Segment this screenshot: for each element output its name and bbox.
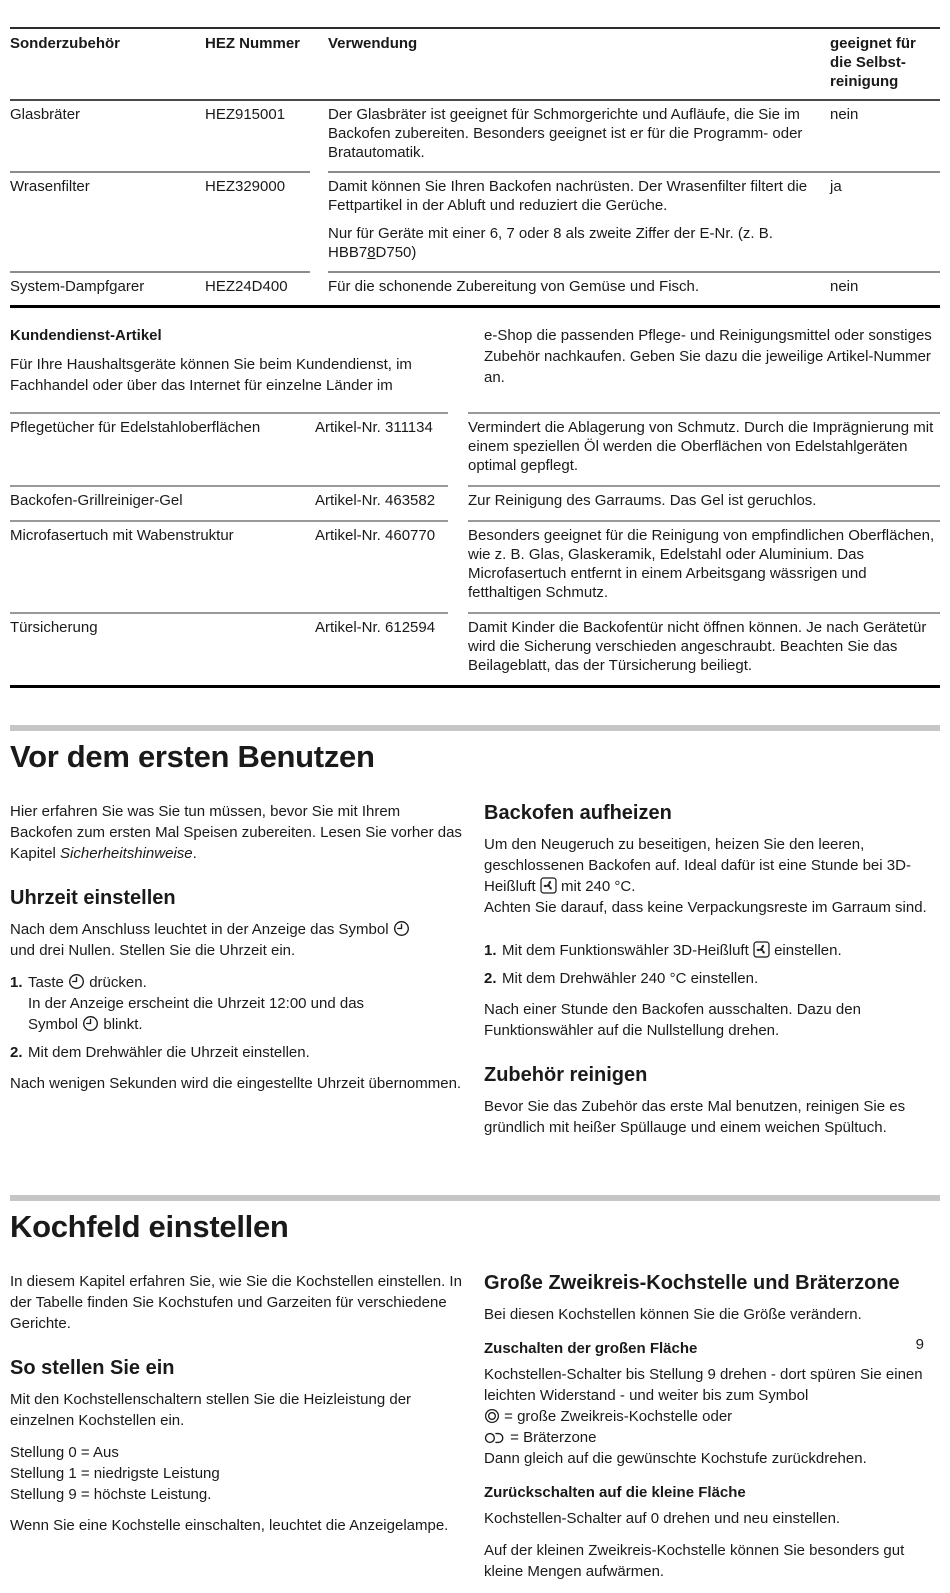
hob-left-column bbox=[10, 1271, 466, 1593]
col-header-hez-nummer: HEZ Nummer bbox=[205, 35, 301, 52]
col-header-verwendung: Verwendung bbox=[328, 35, 418, 52]
step-number: 1. bbox=[484, 942, 497, 959]
accessories-table bbox=[10, 27, 940, 308]
level-line: Stellung 9 = höchste Leistung. bbox=[10, 1486, 212, 1503]
symbol-line-roaster-zone: = Bräterzone bbox=[484, 1427, 940, 1448]
section-divider-bar bbox=[10, 725, 940, 731]
heading-so-stellen-sie-ein: So stellen Sie ein bbox=[10, 1357, 175, 1379]
dual-small-zone-paragraph: Auf der kleinen Zweikreis-Kochstelle können Sie besonders gut kleine Mengen aufwärmen. bbox=[484, 1542, 905, 1580]
underlined-digit: 8 bbox=[367, 244, 376, 261]
article-name: Microfasertuch mit Wabenstruktur bbox=[10, 527, 234, 544]
step-number: 1. bbox=[10, 974, 23, 991]
dual-reset-paragraph: Kochstellen-Schalter auf 0 drehen und neu einstellen. bbox=[484, 1510, 841, 1527]
table-row bbox=[10, 412, 940, 485]
level-list bbox=[10, 1442, 466, 1505]
article-name: Pflegetücher für Edelstahloberflächen bbox=[10, 419, 261, 436]
page-number: 9 bbox=[915, 1336, 924, 1353]
accessory-use: Für die schonende Zubereitung von Gemüse und Fisch. bbox=[328, 278, 700, 295]
first-use-columns bbox=[10, 801, 940, 1149]
accessory-hez: HEZ24D400 bbox=[205, 278, 288, 295]
accessory-suitable: ja bbox=[830, 178, 842, 195]
table-row bbox=[10, 612, 940, 685]
customer-service-left bbox=[10, 325, 466, 396]
accessory-suitable: nein bbox=[830, 106, 859, 123]
section-title-hob: Kochfeld einstellen bbox=[10, 1209, 289, 1244]
article-name: Backofen-Grillreiniger-Gel bbox=[10, 492, 183, 509]
dual-instruction-text: Kochstellen-Schalter bis Stellung 9 drehen - dort spüren Sie einen leichten Widerstand - und weiter bis zum Symbol bbox=[484, 1366, 923, 1404]
article-desc: Damit Kinder die Backofentür nicht öffnen können. Je nach Gerätetür wird die Sicherung verschieden angeschraubt. Beachten Sie das Beilageblatt, das der Türsicherung beiliegt. bbox=[468, 619, 927, 674]
section-title-first-use: Vor dem ersten Benutzen bbox=[10, 739, 375, 774]
heatup-closing-paragraph: Nach einer Stunde den Backofen ausschalten. Dazu den Funktionswähler auf die Nullstellung drehen. bbox=[484, 1001, 861, 1039]
subheading-zurueckschalten: Zurückschalten auf die kleine Fläche bbox=[484, 1484, 746, 1501]
article-number: Artikel-Nr. 460770 bbox=[315, 527, 436, 544]
3d-hot-air-icon bbox=[753, 941, 770, 958]
article-name: Türsicherung bbox=[10, 619, 98, 636]
italic-reference: Sicherheitshinweise bbox=[60, 845, 193, 862]
accessory-use-paragraph: Damit können Sie Ihren Backofen nachrüsten. Der Wrasenfilter filtert die Fettpartikel in der Abluft und reduziert die Gerüche. bbox=[328, 178, 808, 214]
hob-intro: In diesem Kapitel erfahren Sie, wie Sie die Kochstellen einstellen. In der Tabelle finden Sie Kochstufen und Garzeiten für verschiedene Gerichte. bbox=[10, 1273, 462, 1332]
clean-paragraph: Bevor Sie das Zubehör das erste Mal benutzen, reinigen Sie es gründlich mit heißer Spüllauge und einem weichen Spültuch. bbox=[484, 1098, 906, 1136]
roaster-zone-icon bbox=[484, 1431, 506, 1445]
step-1: 1. Taste drücken. In der Anzeige erscheint die Uhrzeit 12:00 und das Symbol blinkt. bbox=[10, 974, 365, 1033]
table-row bbox=[10, 171, 940, 271]
customer-service-block bbox=[10, 325, 940, 396]
first-use-right-column bbox=[484, 801, 940, 1149]
symbol-line-dual-circuit: = große Zweikreis-Kochstelle oder bbox=[484, 1406, 940, 1427]
heading-zweikreis-kochstelle: Große Zweikreis-Kochstelle und Bräterzone bbox=[484, 1272, 900, 1294]
dual-circuit-zone-icon bbox=[484, 1408, 500, 1424]
clock-closing-paragraph: Nach wenigen Sekunden wird die eingestellte Uhrzeit übernommen. bbox=[10, 1075, 462, 1092]
accessory-name: System-Dampfgarer bbox=[10, 278, 145, 295]
accessory-use bbox=[328, 177, 830, 262]
accessory-hez: HEZ329000 bbox=[205, 178, 286, 195]
table-row bbox=[10, 101, 940, 171]
hob-columns bbox=[10, 1271, 940, 1593]
col-header-sonderzubehoer: Sonderzubehör bbox=[10, 35, 121, 52]
clock-icon bbox=[68, 973, 85, 990]
step-2: 2. Mit dem Drehwähler die Uhrzeit einstellen. bbox=[10, 1044, 310, 1061]
level-line: Stellung 1 = niedrigste Leistung bbox=[10, 1465, 220, 1482]
accessory-hez: HEZ915001 bbox=[205, 106, 286, 123]
heatup-paragraph: Um den Neugeruch zu beseitigen, heizen Sie den leeren, geschlossenen Backofen auf. Ideal dafür ist eine Stunde bei 3D-Heißluft mit 240 °C. Achten Sie darauf, dass keine Verpackungsreste im Garraum sind. bbox=[484, 836, 927, 916]
level-line: Stellung 0 = Aus bbox=[10, 1444, 119, 1461]
accessory-name: Glasbräter bbox=[10, 106, 81, 123]
table-row bbox=[10, 485, 940, 520]
table-row bbox=[10, 271, 940, 305]
heading-backofen-aufheizen: Backofen aufheizen bbox=[484, 802, 672, 824]
articles-table bbox=[10, 412, 940, 688]
accessory-suitable: nein bbox=[830, 278, 859, 295]
section-divider-bar bbox=[10, 1195, 940, 1201]
accessory-use-note: Nur für Geräte mit einer 6, 7 oder 8 als zweite Ziffer der E-Nr. (z. B. HBB78D750) bbox=[328, 225, 773, 261]
clock-icon bbox=[82, 1015, 99, 1032]
3d-hot-air-icon bbox=[540, 877, 557, 894]
customer-service-right bbox=[484, 325, 940, 396]
step-1: 1. Mit dem Funktionswähler 3D-Heißluft einstellen. bbox=[484, 942, 842, 959]
dual-intro: Bei diesen Kochstellen können Sie die Größe verändern. bbox=[484, 1306, 862, 1323]
customer-service-text-right: e-Shop die passenden Pflege- und Reinigungsmittel oder sonstiges Zubehör nachkaufen. Geben Sie dazu die jeweilige Artikel-Nummer an. bbox=[484, 327, 932, 386]
article-number: Artikel-Nr. 463582 bbox=[315, 492, 436, 509]
first-use-intro: Hier erfahren Sie was Sie tun müssen, bevor Sie mit Ihrem Backofen zum ersten Mal Speisen zubereiten. Lesen Sie vorher das Kapitel Sicherheitshinweise. bbox=[10, 803, 462, 862]
dual-instructions bbox=[484, 1364, 940, 1469]
hob-right-column bbox=[484, 1271, 940, 1593]
dual-instruction-closing: Dann gleich auf die gewünschte Kochstufe zurückdrehen. bbox=[484, 1450, 867, 1467]
article-desc: Zur Reinigung des Garraums. Das Gel ist geruchlos. bbox=[468, 492, 817, 509]
clock-icon bbox=[393, 920, 410, 937]
step-number: 2. bbox=[10, 1044, 23, 1061]
article-desc: Vermindert die Ablagerung von Schmutz. Durch die Imprägnierung mit einem speziellen Öl werden die Oberflächen von Edelstahlgeräten optimal gepflegt. bbox=[468, 419, 934, 474]
clock-paragraph: Nach dem Anschluss leuchtet in der Anzeige das Symbol und drei Nullen. Stellen Sie die Uhrzeit ein. bbox=[10, 919, 466, 961]
col-header-selbstreinigung: geeignet für die Selbst-reinigung bbox=[830, 35, 916, 90]
accessory-use: Der Glasbräter ist geeignet für Schmorgerichte und Aufläufe, die Sie im Backofen zubereiten. Besonders geeignet ist er für die Programm- oder Bratautomatik. bbox=[328, 106, 803, 161]
accessory-name: Wrasenfilter bbox=[10, 178, 90, 195]
first-use-left-column bbox=[10, 801, 466, 1149]
step-number: 2. bbox=[484, 970, 497, 987]
step-2: 2. Mit dem Drehwähler 240 °C einstellen. bbox=[484, 970, 759, 987]
hob-how-closing: Wenn Sie eine Kochstelle einschalten, leuchtet die Anzeigelampe. bbox=[10, 1517, 449, 1534]
article-desc: Besonders geeignet für die Reinigung von empfindlichen Oberflächen, wie z. B. Glas, Glaskeramik, Edelstahl oder Aluminium. Das Microfasertuch entfernt in einem Arbeitsgang wässrigen und fetthaltigen Schmutz. bbox=[468, 527, 935, 601]
hob-how-paragraph: Mit den Kochstellenschaltern stellen Sie die Heizleistung der einzelnen Kochstellen ein. bbox=[10, 1391, 412, 1429]
heading-uhrzeit-einstellen: Uhrzeit einstellen bbox=[10, 887, 176, 909]
article-number: Artikel-Nr. 311134 bbox=[315, 419, 433, 436]
accessories-table-header bbox=[10, 29, 940, 101]
subheading-zuschalten: Zuschalten der großen Fläche bbox=[484, 1340, 698, 1357]
customer-service-text-left: Für Ihre Haushaltsgeräte können Sie beim Kundendienst, im Fachhandel oder über das Internet für einzelne Länder im bbox=[10, 356, 412, 394]
table-row bbox=[10, 520, 940, 612]
article-number: Artikel-Nr. 612594 bbox=[315, 619, 436, 636]
heading-zubehoer-reinigen: Zubehör reinigen bbox=[484, 1064, 648, 1086]
customer-service-heading: Kundendienst-Artikel bbox=[10, 327, 162, 344]
